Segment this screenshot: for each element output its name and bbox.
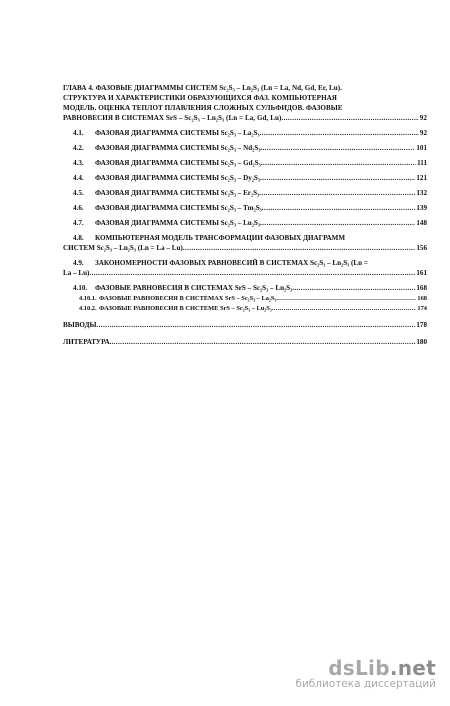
toc-subentry[interactable] [63,305,427,313]
leader-dots [260,173,415,183]
entry-number: 4.2. [73,144,84,152]
page-number: 148 [416,219,427,227]
page-number: 101 [416,144,427,152]
toc-entry[interactable] [63,173,427,183]
entry-title-continued: СИСТЕМ Sc₂S₃ – Ln₂S₃ (Ln = La – Lu) [63,244,183,252]
entry-number: 4.8. [73,234,84,242]
entry-title: ФАЗОВАЯ ДИАГРАММА СИСТЕМЫ Sc₂S₃ – Gd₂S₃ [95,159,261,167]
page-number: 92 [419,114,427,122]
toc-entry[interactable] [63,203,427,213]
table-of-contents [63,83,427,347]
entry-number: 4.6. [73,204,84,212]
leader-dots [111,337,415,347]
leader-dots [261,158,416,168]
entry-number: 4.7. [73,219,84,227]
entry-title: ФАЗОВАЯ ДИАГРАММА СИСТЕМЫ Sc₂S₃ – Tm₂S₃ [95,204,262,212]
entry-title: ФАЗОВЫЕ РАВНОВЕСИЯ В СИСТЕМАХ SrS – Sc₂S₃ – La₂S₃ [99,295,277,302]
chapter-heading-line: СТРУКТУРА И ХАРАКТЕРИСТИКИ ОБРАЗУЮЩИХСЯ ФАЗ. КОМПЬЮТЕРНАЯ [63,94,337,102]
entry-title: ФАЗОВАЯ ДИАГРАММА СИСТЕМЫ Sc₂S₃ – Nd₂S₃ [95,144,261,152]
watermark-subtitle: библиотека диссертаций [295,678,436,690]
entry-title: ФАЗОВЫЕ РАВНОВЕСИЯ В СИСТЕМЕ SrS – Sc₂S₃ – Lu₂S₃ [99,305,272,312]
chapter-heading [63,83,427,123]
leader-dots [292,283,415,293]
leader-dots [183,243,416,253]
watermark-logo-main: dsLib [328,656,390,680]
page-number: 180 [416,338,427,346]
page-number: 139 [416,204,427,212]
entry-title: ФАЗОВАЯ ДИАГРАММА СИСТЕМЫ Sc₂S₃ – Dy₂S₃ [95,174,260,182]
toc-subentry[interactable] [63,295,427,303]
chapter-heading-line: МОДЕЛЬ. ОЦЕНКА ТЕПЛОТ ПЛАВЛЕНИЯ СЛОЖНЫХ СУЛЬФИДОВ. ФАЗОВЫЕ [63,104,343,112]
entry-title-continued: La – Lu) [63,269,90,277]
page-number: 156 [416,244,427,252]
entry-number: 4.4. [73,174,84,182]
toc-entry[interactable] [63,283,427,293]
chapter-heading-line: ГЛАВА 4. ФАЗОВЫЕ ДИАГРАММЫ СИСТЕМ Sc₂S₃ – Ln₂S₃ (Ln = La, Nd, Gd, Er, Lu). [63,84,342,92]
leader-dots [259,188,415,198]
toc-entry[interactable] [63,233,427,253]
section-label: ЛИТЕРАТУРА. [63,338,112,346]
leader-dots [272,305,417,313]
toc-entry[interactable] [63,143,427,153]
entry-title: КОМПЬЮТЕРНАЯ МОДЕЛЬ ТРАНСФОРМАЦИИ ФАЗОВЫХ ДИАГРАММ [95,234,346,242]
entry-number: 4.5. [73,189,84,197]
dslib-watermark [236,656,436,690]
chapter-heading-line: РАВНОВЕСИЯ В СИСТЕМАХ SrS – Sc₂S₃ – Ln₂S₃ (Ln = La, Gd, Lu) [63,114,282,122]
leader-dots [89,268,415,278]
entry-title: ФАЗОВАЯ ДИАГРАММА СИСТЕМЫ Sc₂S₃ – Lu₂S₃ [95,219,260,227]
page-number: 174 [417,305,427,312]
leader-dots [262,203,416,213]
leader-dots [260,143,415,153]
page-number: 121 [416,174,427,182]
leader-dots [281,113,418,123]
leader-dots [260,218,415,228]
entry-number: 4.10.1. [79,295,97,302]
page-number: 132 [416,189,427,197]
toc-literature[interactable] [63,337,427,347]
page-number: 111 [417,159,427,167]
toc-entry[interactable] [63,158,427,168]
leader-dots [96,320,415,330]
page-number: 92 [419,129,427,137]
entry-number: 4.10. [73,284,88,292]
toc-entry[interactable] [63,188,427,198]
page-number: 168 [417,295,427,302]
leader-dots [260,128,419,138]
entry-number: 4.3. [73,159,84,167]
entry-title: ЗАКОНОМЕРНОСТИ ФАЗОВЫХ РАВНОВЕСИЙ В СИСТЕМАХ Sc₂S₃ – Ln₂S₃ (Ln = [95,259,368,267]
page-number: 161 [416,269,427,277]
entry-title: ФАЗОВЫЕ РАВНОВЕСИЯ В СИСТЕМАХ SrS – Sc₂S₃ – Ln₂S₃ [95,284,293,292]
toc-entry[interactable] [63,258,427,278]
entry-number: 4.1. [73,129,84,137]
chapter-heading-last-line [63,113,427,123]
section-label: ВЫВОДЫ [63,321,97,329]
page-number: 168 [416,284,427,292]
entry-title: ФАЗОВАЯ ДИАГРАММА СИСТЕМЫ Sc₂S₃ – La₂S₃ [95,129,260,137]
toc-entry[interactable] [63,218,427,228]
entry-title: ФАЗОВАЯ ДИАГРАММА СИСТЕМЫ Sc₂S₃ – Er₂S₃ [95,189,260,197]
watermark-logo [236,656,436,680]
entry-number: 4.10.2. [79,305,97,312]
entry-number: 4.9. [73,259,84,267]
watermark-logo-ext: .net [389,656,436,680]
leader-dots [276,295,416,303]
page-number: 178 [416,321,427,329]
toc-conclusions[interactable] [63,320,427,330]
toc-entry[interactable] [63,128,427,138]
